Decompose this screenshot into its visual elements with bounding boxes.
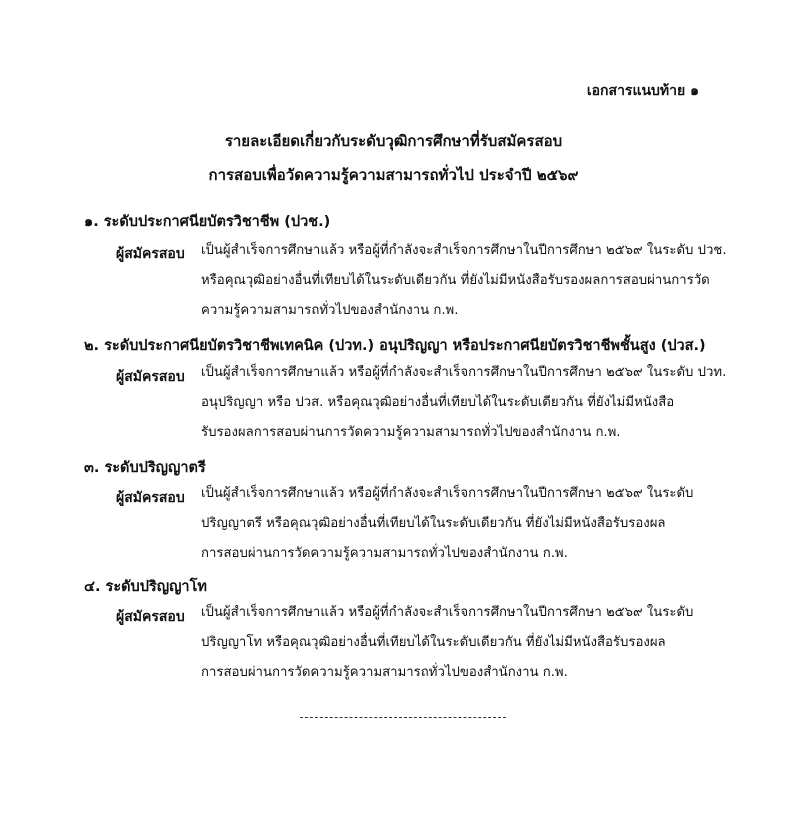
- section-2-applicant-label: ผู้สมัครสอบ: [116, 369, 185, 385]
- section-4-line: ปริญญาโท หรือคุณวุฒิอย่างอื่นที่เทียบได้ในระดับเดียวกัน ที่ยังไม่มีหนังสือรับรองผล: [201, 635, 666, 650]
- section-4-applicant-label: ผู้สมัครสอบ: [116, 609, 185, 625]
- section-1-line: ความรู้ความสามารถทั่วไปของสำนักงาน ก.พ.: [201, 303, 459, 318]
- section-2-line: เป็นผู้สำเร็จการศึกษาแล้ว หรือผู้ที่กำลังจะสำเร็จการศึกษาในปีการศึกษา ๒๕๖๙ ในระดับ ปวท.: [201, 365, 727, 380]
- section-4-line: เป็นผู้สำเร็จการศึกษาแล้ว หรือผู้ที่กำลังจะสำเร็จการศึกษาในปีการศึกษา ๒๕๖๙ ในระดับ: [201, 605, 694, 620]
- section-3-heading: ๓. ระดับปริญญาตรี: [84, 460, 206, 476]
- section-3-line: ปริญญาตรี หรือคุณวุฒิอย่างอื่นที่เทียบได้ในระดับเดียวกัน ที่ยังไม่มีหนังสือรับรองผล: [201, 516, 666, 531]
- section-4-heading: ๔. ระดับปริญญาโท: [84, 579, 207, 595]
- section-3-line: การสอบผ่านการวัดความรู้ความสามารถทั่วไปของสำนักงาน ก.พ.: [201, 546, 568, 561]
- document-title-line-1: รายละเอียดเกี่ยวกับระดับวุฒิการศึกษาที่รับสมัครสอบ: [224, 132, 563, 150]
- section-1-line: เป็นผู้สำเร็จการศึกษาแล้ว หรือผู้ที่กำลังจะสำเร็จการศึกษาในปีการศึกษา ๒๕๖๙ ในระดับ ปวช.: [201, 243, 727, 258]
- section-3-applicant-label: ผู้สมัครสอบ: [116, 490, 185, 506]
- document-title-line-2: การสอบเพื่อวัดความรู้ความสามารถทั่วไป ประจำปี ๒๕๖๙: [208, 166, 579, 184]
- section-2-line: รับรองผลการสอบผ่านการวัดความรู้ความสามารถทั่วไปของสำนักงาน ก.พ.: [201, 425, 621, 440]
- section-1-description: [201, 236, 727, 326]
- section-1-applicant-label: ผู้สมัครสอบ: [116, 246, 185, 262]
- section-4-description: [201, 598, 701, 688]
- attachment-label: เอกสารแนบท้าย ๑: [586, 83, 699, 99]
- section-3-line: เป็นผู้สำเร็จการศึกษาแล้ว หรือผู้ที่กำลังจะสำเร็จการศึกษาในปีการศึกษา ๒๕๖๙ ในระดับ: [201, 486, 694, 501]
- section-1-heading: ๑. ระดับประกาศนียบัตรวิชาชีพ (ปวช.): [84, 214, 331, 230]
- section-3-description: [201, 479, 701, 569]
- end-divider: [300, 717, 506, 718]
- section-1-line: หรือคุณวุฒิอย่างอื่นที่เทียบได้ในระดับเดียวกัน ที่ยังไม่มีหนังสือรับรองผลการสอบผ่านการวัด: [201, 273, 710, 288]
- section-4-line: การสอบผ่านการวัดความรู้ความสามารถทั่วไปของสำนักงาน ก.พ.: [201, 665, 568, 680]
- section-2-heading: ๒. ระดับประกาศนียบัตรวิชาชีพเทคนิค (ปวท.) อนุปริญญา หรือประกาศนียบัตรวิชาชีพชั้นสูง (ปวส.): [84, 338, 706, 354]
- section-2-line: อนุปริญญา หรือ ปวส. หรือคุณวุฒิอย่างอื่นที่เทียบได้ในระดับเดียวกัน ที่ยังไม่มีหนังสือ: [201, 395, 675, 410]
- section-2-description: [201, 358, 727, 448]
